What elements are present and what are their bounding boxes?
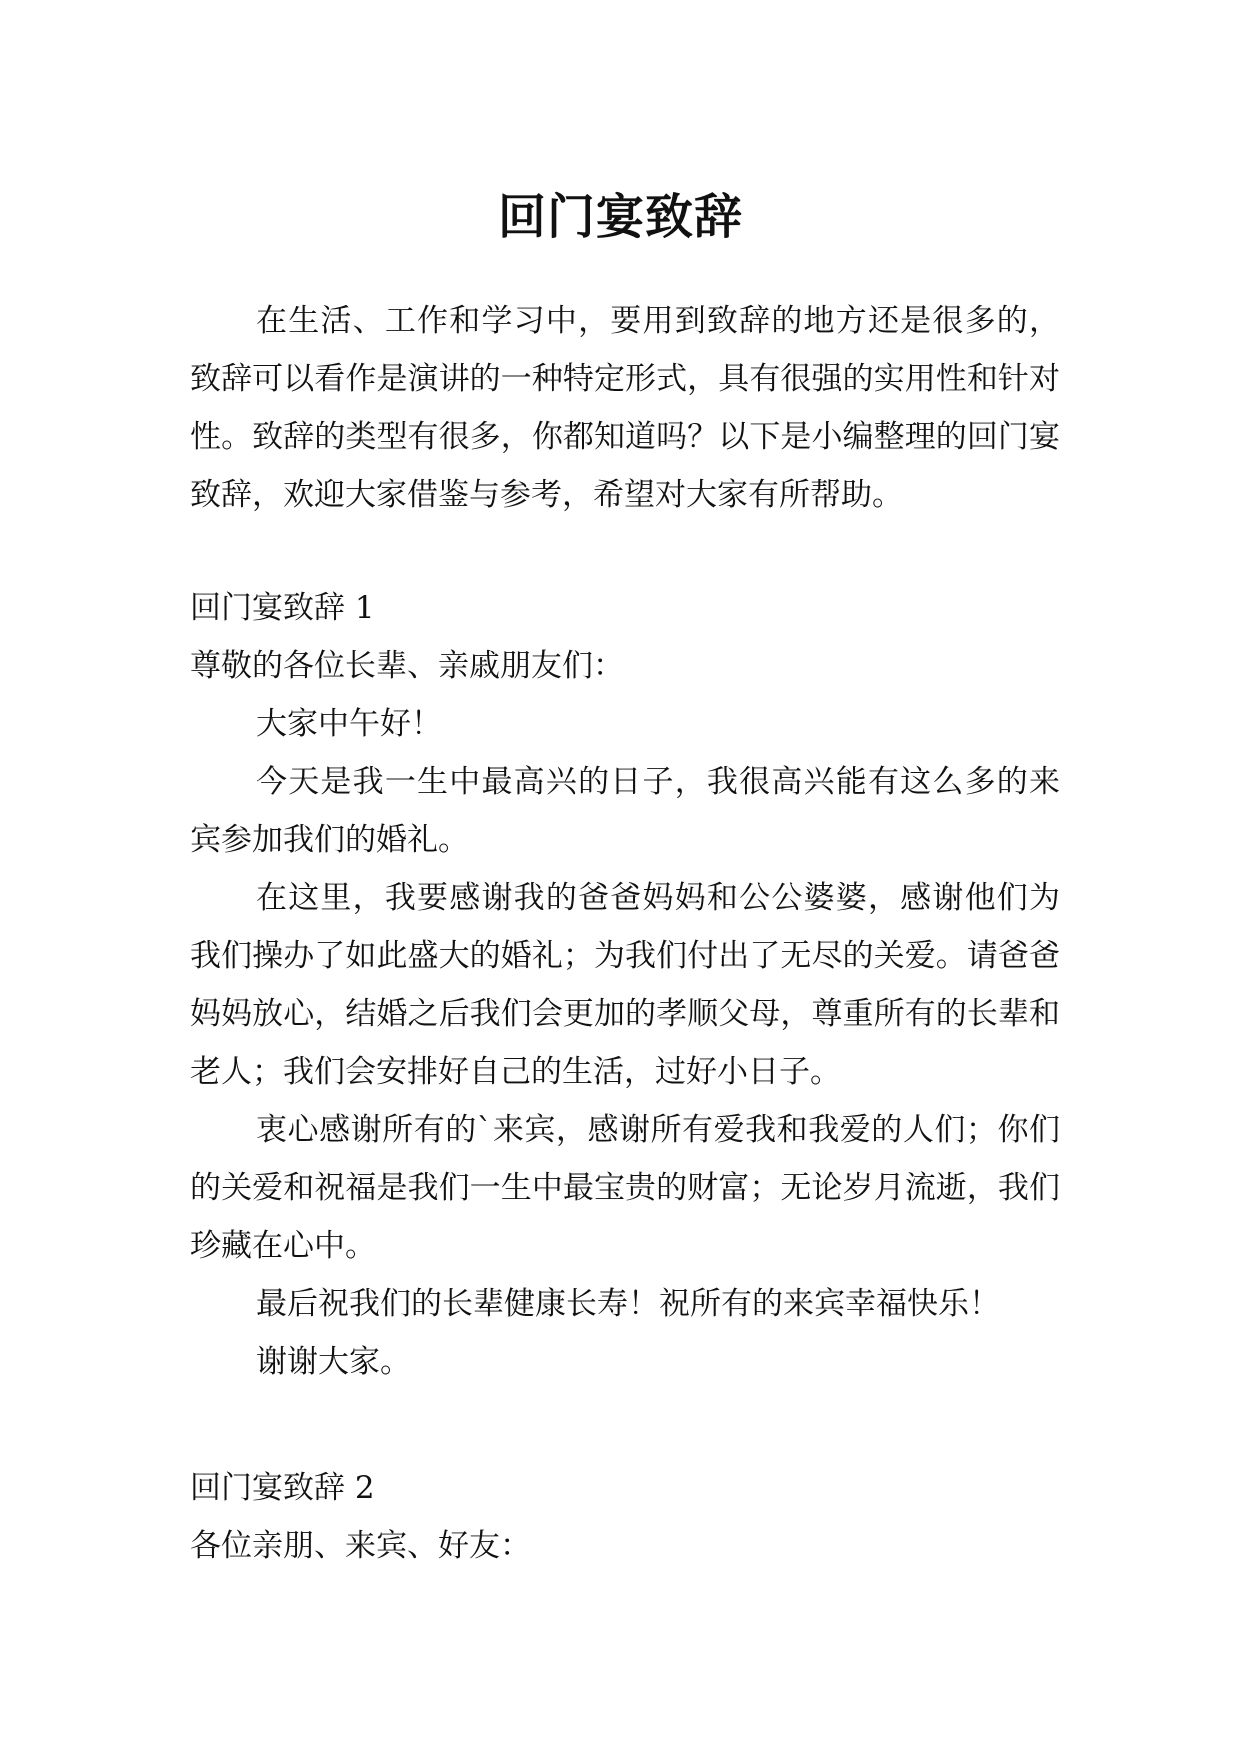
section-1-greeting: 大家中午好！ <box>256 706 442 742</box>
section-2-salutation: 各位亲朋、来宾、好友： <box>190 1528 531 1564</box>
section-1-paragraph-1: 今天是我一生中最高兴的日子，我很高兴能有这么多的来宾参加我们的婚礼。 <box>190 764 1060 858</box>
section-1-salutation: 尊敬的各位长辈、亲戚朋友们： <box>190 648 624 684</box>
section-1-paragraph-2: 在这里，我要感谢我的爸爸妈妈和公公婆婆，感谢他们为我们操办了如此盛大的婚礼；为我们付出了无尽的关爱。请爸爸妈妈放心，结婚之后我们会更加的孝顺父母，尊重所有的长辈和老人；我们会安排好自己的生活，过好小日子。 <box>190 880 1060 1090</box>
section-2-heading: 回门宴致辞 2 <box>190 1470 375 1506</box>
section-1-heading: 回门宴致辞 1 <box>190 590 375 626</box>
page-title: 回门宴致辞 <box>497 189 743 246</box>
intro-paragraph: 在生活、工作和学习中，要用到致辞的地方还是很多的，致辞可以看作是演讲的一种特定形式，具有很强的实用性和针对性。致辞的类型有很多，你都知道吗？以下是小编整理的回门宴致辞，欢迎大家借鉴与参考，希望对大家有所帮助。 <box>190 303 1060 513</box>
section-1-paragraph-3: 衷心感谢所有的`来宾，感谢所有爱我和我爱的人们；你们的关爱和祝福是我们一生中最宝贵的财富；无论岁月流逝，我们珍藏在心中。 <box>190 1112 1060 1264</box>
section-1-paragraph-5: 谢谢大家。 <box>256 1344 411 1380</box>
section-1-paragraph-4: 最后祝我们的长辈健康长寿！祝所有的来宾幸福快乐！ <box>256 1286 1000 1322</box>
